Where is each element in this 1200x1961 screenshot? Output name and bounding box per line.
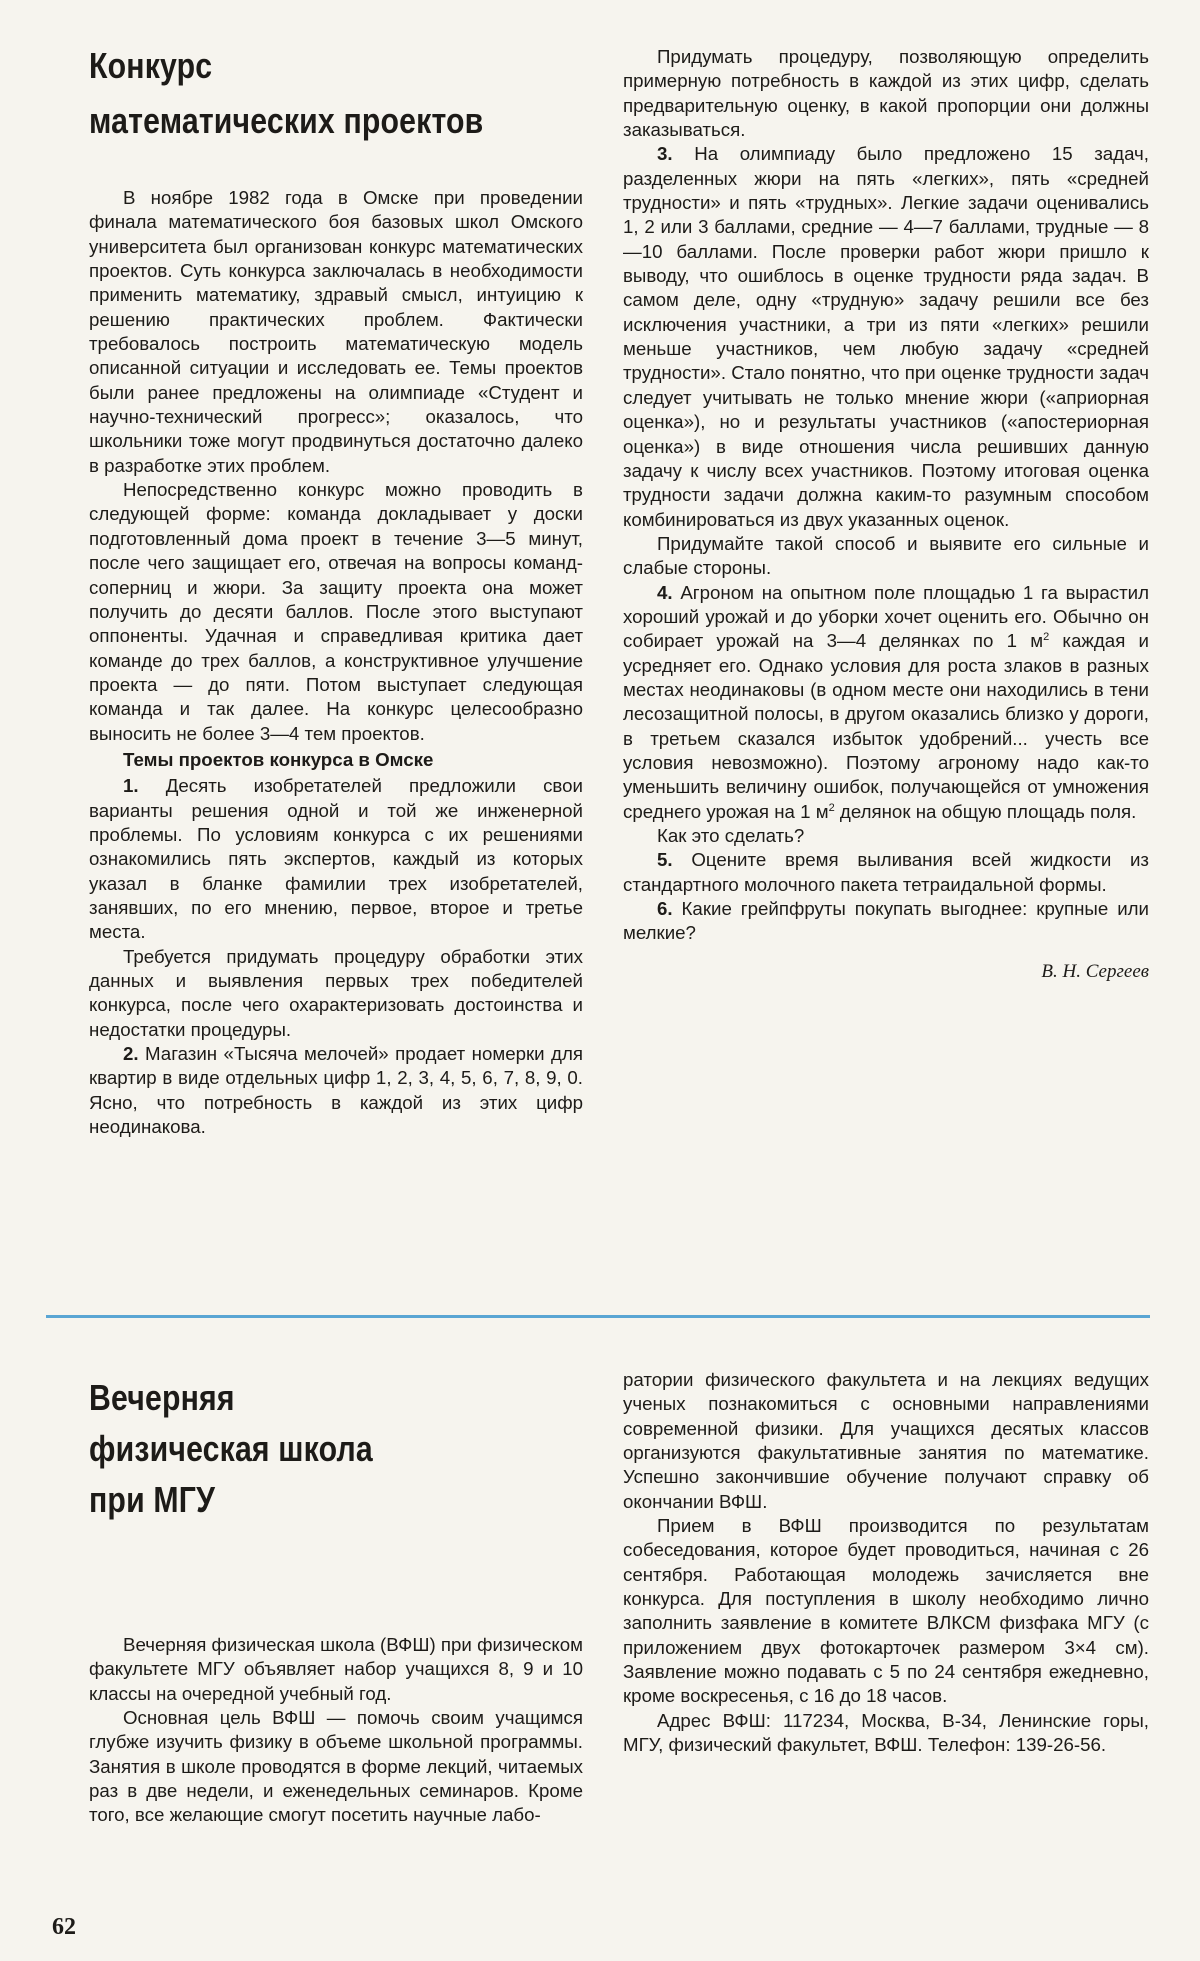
section-divider xyxy=(46,1315,1150,1318)
topic-text: каждая и усредняет его. Однако условия для роста злаков в разных местах неодинаковы (в одном месте они находились в тени лесозащитной полосы, в другом оказались близко у дороги, в третьем сказался избыток удобрений... учесть все условия невозможно). Поэтому агроному надо как-то уменьшить величину ошибок, получающейся от умножения среднего урожая на 1 м xyxy=(623,630,1149,822)
superscript: 2 xyxy=(828,801,835,814)
topic-5 xyxy=(623,848,1149,897)
article2-right-column xyxy=(623,1368,1149,1758)
article2-address: Адрес ВФШ: 117234, Москва, В-34, Ленинские горы, МГУ, физический факультет, ВФШ. Телефон: 139-26-56. xyxy=(623,1709,1149,1756)
topic-text: Оцените время выливания всей жидкости из стандартного молочного пакета тетраидальной формы. xyxy=(623,849,1149,895)
article1-intro-paragraph: В ноябре 1982 года в Омске при проведении финала математического боя базовых школ Омского университета был организован конкурс математических проектов. Суть конкурса заключалась в необходимости применить математику, здравый смысл, интуицию к решению практических проблем. Фактически требовалось построить математическую модель описанной ситуации и исследовать ее. Темы проектов были ранее предложены на олимпиаде «Студент и научно-технический прогресс»; оказалось, что школьники тоже могут продвинуться достаточно далеко в разработке этих проблем. xyxy=(89,187,583,476)
article2-paragraph: ратории физического факультета и на лекциях ведущих ученых познакомиться с основными направлениями современной физики. Для учащихся десятых классов организуются факультативные занятия по математике. Успешно закончившие обучение получают справку об окончании ВФШ. xyxy=(623,1369,1149,1512)
topic-6 xyxy=(623,897,1149,946)
topic-number: 3. xyxy=(657,143,673,165)
article1-intro-paragraph: Непосредственно конкурс можно проводить в следующей форме: команда докладывает у доски подготовленный дома проект в течение 3—5 минут, после чего защищает его, отвечая на вопросы команд-соперниц и жюри. За защиту проекта она может получить до десяти баллов. После этого выступают оппоненты. Удачная и справедливая критика дает команде до трех баллов, а конструктивное улучшение проекта — до пяти. Потом выступает следующая команда и так далее. На конкурс целесообразно выносить не более 3—4 тем проектов. xyxy=(89,479,583,744)
topic-number: 2. xyxy=(123,1043,139,1065)
topic-2-task: Придумать процедуру, позволяющую определить примерную потребность в каждой из этих цифр, сделать предварительную оценку, в какой пропорции они должны заказываться. xyxy=(623,46,1149,141)
topic-1-task: Требуется придумать процедуру обработки этих данных и выявления первых трех победителей конкурса, после чего охарактеризовать достоинства и недостатки процедуры. xyxy=(89,945,583,1040)
article2-title-line: Вечерняя xyxy=(89,1377,235,1418)
topic-text: Какие грейпфруты покупать выгоднее: крупные или мелкие? xyxy=(623,898,1149,944)
author-signature: В. Н. Сергеев xyxy=(1041,960,1149,982)
article1-title-line: математических проектов xyxy=(89,100,484,141)
article1-right-column xyxy=(623,45,1149,984)
article2-paragraph: Основная цель ВФШ — помочь своим учащимся глубже изучить физику в объеме школьной программы. Занятия в школе проводятся в форме лекций, читаемых раз в две недели, и еженедельных семинаров. Кроме того, все желающие смогут посетить научные лабо- xyxy=(89,1707,583,1826)
article2-title xyxy=(89,1372,504,1525)
topic-4-question: Как это сделать? xyxy=(657,825,805,846)
topic-number: 6. xyxy=(657,898,673,920)
article2-title-line: физическая школа xyxy=(89,1428,373,1469)
article1-title xyxy=(89,38,504,148)
topic-2 xyxy=(89,1042,583,1139)
topic-1 xyxy=(89,774,583,944)
superscript: 2 xyxy=(1043,631,1050,644)
topic-3-task: Придумайте такой способ и выявите его сильные и слабые стороны. xyxy=(623,532,1149,579)
topic-4 xyxy=(623,581,1149,824)
topic-number: 5. xyxy=(657,849,673,871)
article2-paragraph: Вечерняя физическая школа (ВФШ) при физическом факультете МГУ объявляет набор учащихся 8, 9 и 10 классы на очередной учебный год. xyxy=(89,1634,583,1704)
article2-title-line: при МГУ xyxy=(89,1479,216,1520)
topic-text: Агроном на опытном поле площадью 1 га вырастил хороший урожай и до уборки хочет оценить его. Обычно он собирает урожай на 3—4 делянках по 1 м xyxy=(623,581,1149,652)
topic-number: 1. xyxy=(123,775,139,797)
topic-text: делянок на общую площадь поля. xyxy=(834,800,1137,822)
article1-subheading: Темы проектов конкурса в Омске xyxy=(123,748,434,770)
topic-number: 4. xyxy=(657,581,673,603)
topic-text: Десять изобретателей предложили свои варианты решения одной и той же инженерной проблемы. По условиям конкурса с их решениями ознакомились пять экспертов, каждый из которых указал в бланке фамилии трех изобретателей, занявших, по его мнению, первое, второе и третье места. xyxy=(89,775,583,943)
topic-3 xyxy=(623,142,1149,532)
topic-text: Магазин «Тысяча мелочей» продает номерки для квартир в виде отдельных цифр 1, 2, 3, 4, 5, 6, 7, 8, 9, 0. Ясно, что потребность в каждой из этих цифр неодинакова. xyxy=(89,1043,583,1138)
article1-left-column xyxy=(89,38,583,1139)
article1-title-line: Конкурс xyxy=(89,45,213,86)
page-number: 62 xyxy=(52,1914,76,1940)
article2-left-column xyxy=(89,1372,583,1828)
article2-paragraph: Прием в ВФШ производится по результатам собеседования, которое будет проводиться, начиная с 26 сентября. Работающая молодежь зачисляется вне конкурса. Для поступления в школу необходимо лично заполнить заявление в комитете ВЛКСМ физфака МГУ (с приложением двух фотокарточек размером 3×4 см). Заявление можно подавать с 5 по 24 сентября ежедневно, кроме воскресенья, с 16 до 18 часов. xyxy=(623,1515,1149,1707)
topic-text: На олимпиаду было предложено 15 задач, разделенных жюри на пять «легких», пять «средней трудности» и пять «трудных». Легкие задачи оценивались 1, 2 или 3 баллами, средние — 4—7 баллами, трудные — 8—10 баллами. После проверки работ жюри пришло к выводу, что ошиблось в оценке трудности ряда задач. В самом деле, одну «трудную» задачу решили все без исключения участники, а три из пяти «легких» решили меньше участников, чем любую задачу «средней трудности». Стало понятно, что при оценке трудности задач следует учитывать не только мнение жюри («априорная оценка»), но и результаты участников («апостериорная оценка») в виде отношения числа решивших данную задачу к числу всех участников. Поэтому итоговая оценка трудности задачи должна каким-то разумным способом комбинироваться из двух указанных оценок. xyxy=(623,143,1149,530)
